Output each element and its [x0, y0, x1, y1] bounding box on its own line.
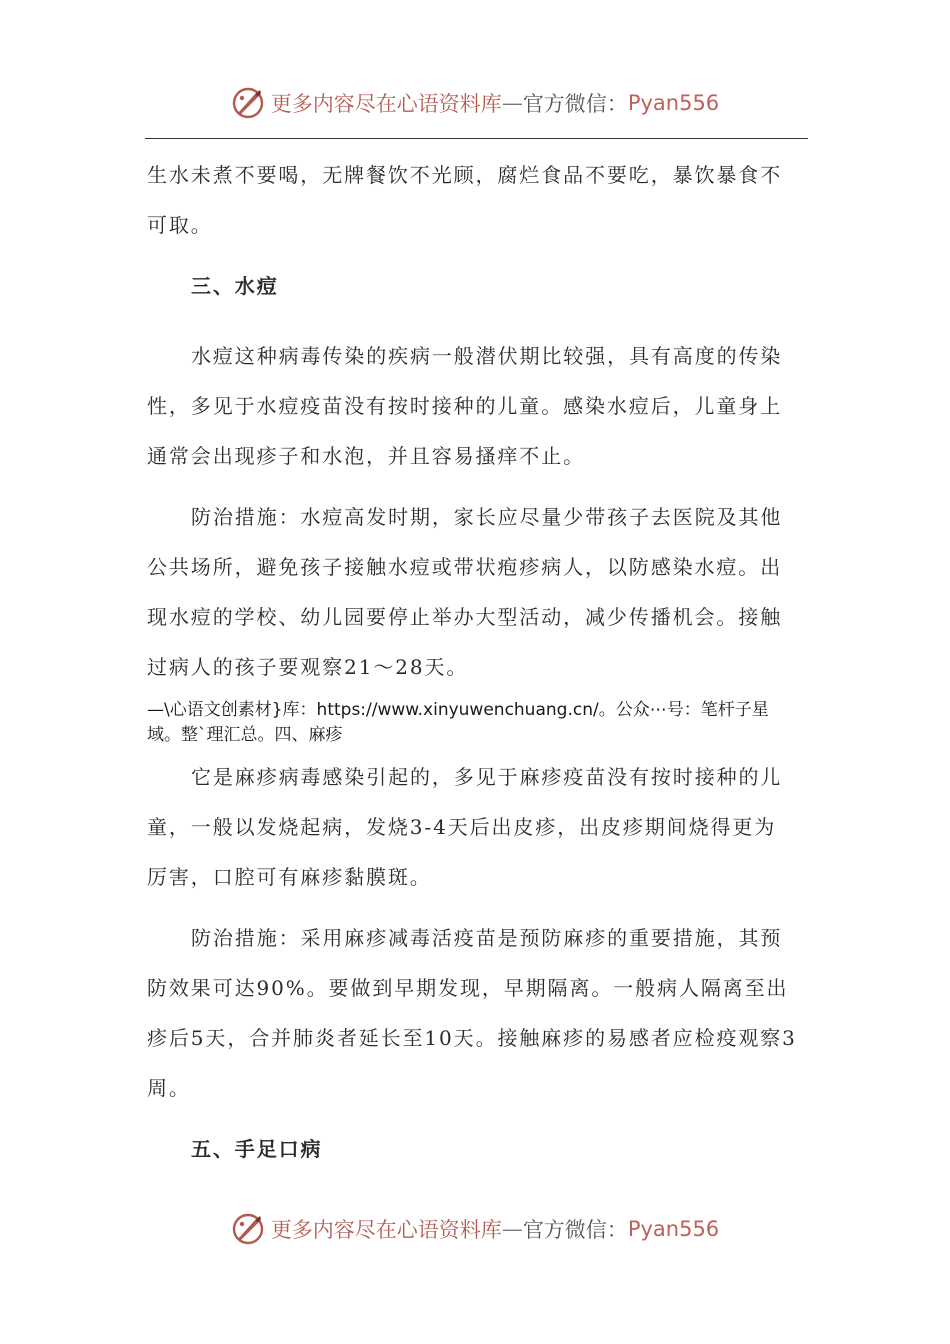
heading-hfmd: 五、手足口病: [191, 1137, 323, 1161]
banner-main-text: 更多内容尽在心语资料库: [270, 1218, 502, 1242]
banner-account: Pyan556: [627, 1217, 720, 1241]
quill-logo-icon: [231, 1212, 265, 1246]
source-note: —\心语文创素材}库：https://www.xinyuwenchuang.cn/。公众⋯号：笔杆子星域。整`理汇总。四、麻疹: [147, 700, 769, 745]
footer-banner: [0, 1212, 950, 1246]
header-rule: [145, 138, 808, 139]
paragraph-food-safety: 生水未煮不要喝，无牌餐饮不光顾，腐烂食品不要吃，暴饮暴食不可取。: [147, 163, 783, 237]
paragraph-measles-intro: 它是麻疹病毒感染引起的，多见于麻疹疫苗没有按时接种的儿童，一般以发烧起病，发烧3-4天后出皮疹，出皮疹期间烧得更为厉害，口腔可有麻疹黏膜斑。: [147, 765, 783, 889]
quill-logo-icon: [231, 86, 265, 120]
header-banner: [0, 86, 950, 120]
paragraph-chickenpox-intro: 水痘这种病毒传染的疾病一般潜伏期比较强，具有高度的传染性，多见于水痘疫苗没有按时接种的儿童。感染水痘后，儿童身上通常会出现疹子和水泡，并且容易搔痒不止。: [147, 344, 783, 468]
banner-separator: —: [501, 91, 523, 115]
banner-wechat-label: 官方微信：: [522, 92, 628, 116]
banner-account: Pyan556: [627, 91, 720, 115]
banner-wechat-label: 官方微信：: [522, 1218, 628, 1242]
document-body: [147, 150, 797, 1194]
banner-separator: —: [501, 1217, 523, 1241]
heading-chickenpox: 三、水痘: [191, 274, 279, 298]
paragraph-measles-prevention: 防治措施：采用麻疹减毒活疫苗是预防麻疹的重要措施，其预防效果可达90%。要做到早期发现，早期隔离。一般病人隔离至出疹后5天，合并肺炎者延长至10天。接触麻疹的易感者应检疫观察3周。: [147, 926, 797, 1100]
paragraph-chickenpox-prevention: 防治措施：水痘高发时期，家长应尽量少带孩子去医院及其他公共场所，避免孩子接触水痘或带状疱疹病人，以防感染水痘。出现水痘的学校、幼儿园要停止举办大型活动，减少传播机会。接触过病人的孩子要观察21～28天。: [147, 505, 783, 679]
banner-main-text: 更多内容尽在心语资料库: [270, 92, 502, 116]
